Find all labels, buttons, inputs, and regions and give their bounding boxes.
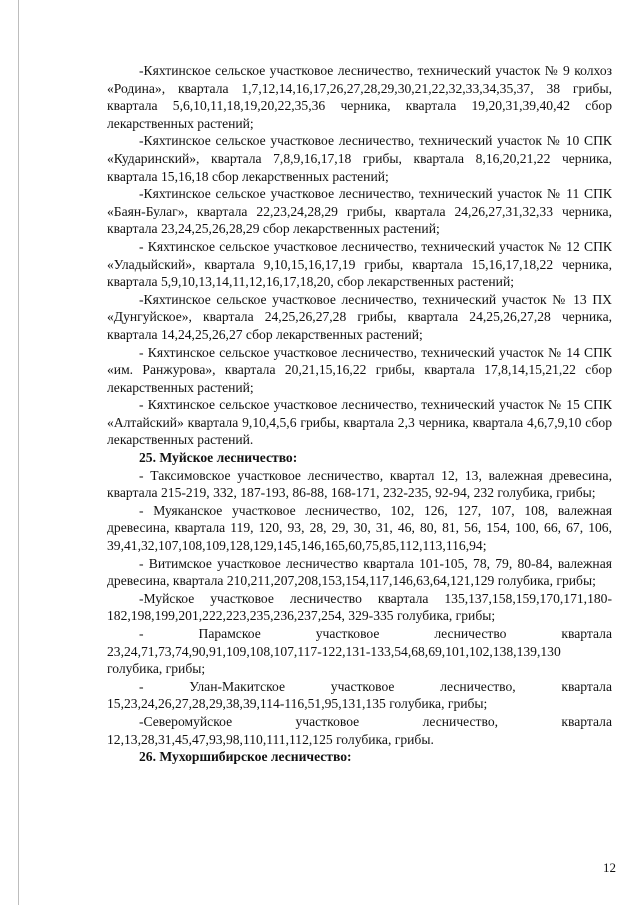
- paragraph-kyakhta-9: -Кяхтинское сельское участковое лесничество, технический участок № 9 колхоз «Родина», квартала 1,7,12,14,16,17,26,27,28,29,30,21,22,32,33,34,35,37, 38 грибы, квартала 5,6,10,11,18,19,20,22,35,36 черника, квартала 19,20,31,39,40,42 сбор лекарственных растений;: [107, 63, 612, 131]
- paragraph-ulan-makitskoe: - Улан-Макитское участковое лесничество, квартала 15,23,24,26,27,28,29,38,39,114-116,51,95,131,135 голубика, грибы;: [107, 678, 612, 712]
- paragraph-kyakhta-10: -Кяхтинское сельское участковое лесничество, технический участок № 10 СПК «Кударинский», квартала 7,8,9,16,17,18 грибы, квартала 8,16,20,21,22 черника, квартала 15,16,18 сбор лекарственных растений;: [107, 133, 612, 184]
- paragraph-kyakhta-13: -Кяхтинское сельское участковое лесничество, технический участок № 13 ПХ «Дунгуйское», квартала 24,25,26,27,28 грибы, квартала 24,25,26,27,28 черника, квартала 14,24,25,26,27 сбор лекарственных растений;: [107, 291, 612, 342]
- paragraph-vitimskoe: - Витимское участковое лесничество квартала 101-105, 78, 79, 80-84, валежная древесина, квартала 210,211,207,208,153,154,117,146,63,64,121,129 голубика, грибы;: [107, 555, 612, 589]
- section-heading-25: 25. Муйское лесничество:: [139, 450, 298, 466]
- paragraph-kyakhta-12: - Кяхтинское сельское участковое лесничество, технический участок № 12 СПК «Уладыйский», квартала 9,10,15,16,17,19 грибы, квартала 15,16,17,18,22 черника, квартала 5,9,10,13,14,11,12,16,17,18,20, сбор лекарственных растений;: [107, 238, 612, 290]
- page-number: 12: [603, 860, 616, 875]
- paragraph-kyakhta-14: - Кяхтинское сельское участковое лесничество, технический участок № 14 СПК «им. Ранжурова», квартала 20,21,15,16,22 грибы, квартала 17,8,14,15,21,22 сбор лекарственных растений;: [107, 344, 612, 395]
- paragraph-muyskoe: -Муйское участковое лесничество квартала 135,137,158,159,170,171,180-182,198,199,201,222,223,235,236,237,254, 329-335 голубика, грибы;: [107, 590, 612, 624]
- paragraph-paramskoe: - Парамское участковое лесничество квартала 23,24,71,73,74,90,91,109,108,107,117-122,131-133,54,68,69,101,102,138,139,130 голубика, грибы;: [107, 626, 612, 677]
- paragraph-muyakanskoe: - Муяканское участковое лесничество, 102, 126, 127, 107, 108, валежная древесина, квартала 119, 120, 93, 28, 29, 30, 31, 46, 80, 81, 56, 154, 100, 66, 67, 106, 39,41,32,107,108,109,128,129,145,146,165,60,75,85,112,113,116,94;: [107, 502, 612, 554]
- paragraph-taksimovskoe: - Таксимовское участковое лесничество, квартал 12, 13, валежная древесина, квартала 215-219, 332, 187-193, 86-88, 168-171, 232-235, 92-94, 232 голубика, грибы;: [107, 467, 612, 501]
- document-body: [107, 62, 612, 766]
- section-heading-26: 26. Мухоршибирское лесничество:: [139, 749, 352, 765]
- paragraph-severomuyskoe: -Северомуйское участковое лесничество, квартала 12,13,28,31,45,47,93,98,110,111,112,125 голубика, грибы.: [107, 713, 612, 747]
- page-left-edge: [18, 0, 19, 905]
- paragraph-kyakhta-15: - Кяхтинское сельское участковое лесничество, технический участок № 15 СПК «Алтайский» квартала 9,10,4,5,6 грибы, квартала 2,3 черника, квартала 4,6,7,9,10 сбор лекарственных растений.: [107, 397, 612, 448]
- paragraph-kyakhta-11: -Кяхтинское сельское участковое лесничество, технический участок № 11 СПК «Баян-Булаг», квартала 22,23,24,28,29 грибы, квартала 24,26,27,31,32,33 черника, квартала 23,24,25,26,28,29 сбор лекарственных растений;: [107, 186, 612, 237]
